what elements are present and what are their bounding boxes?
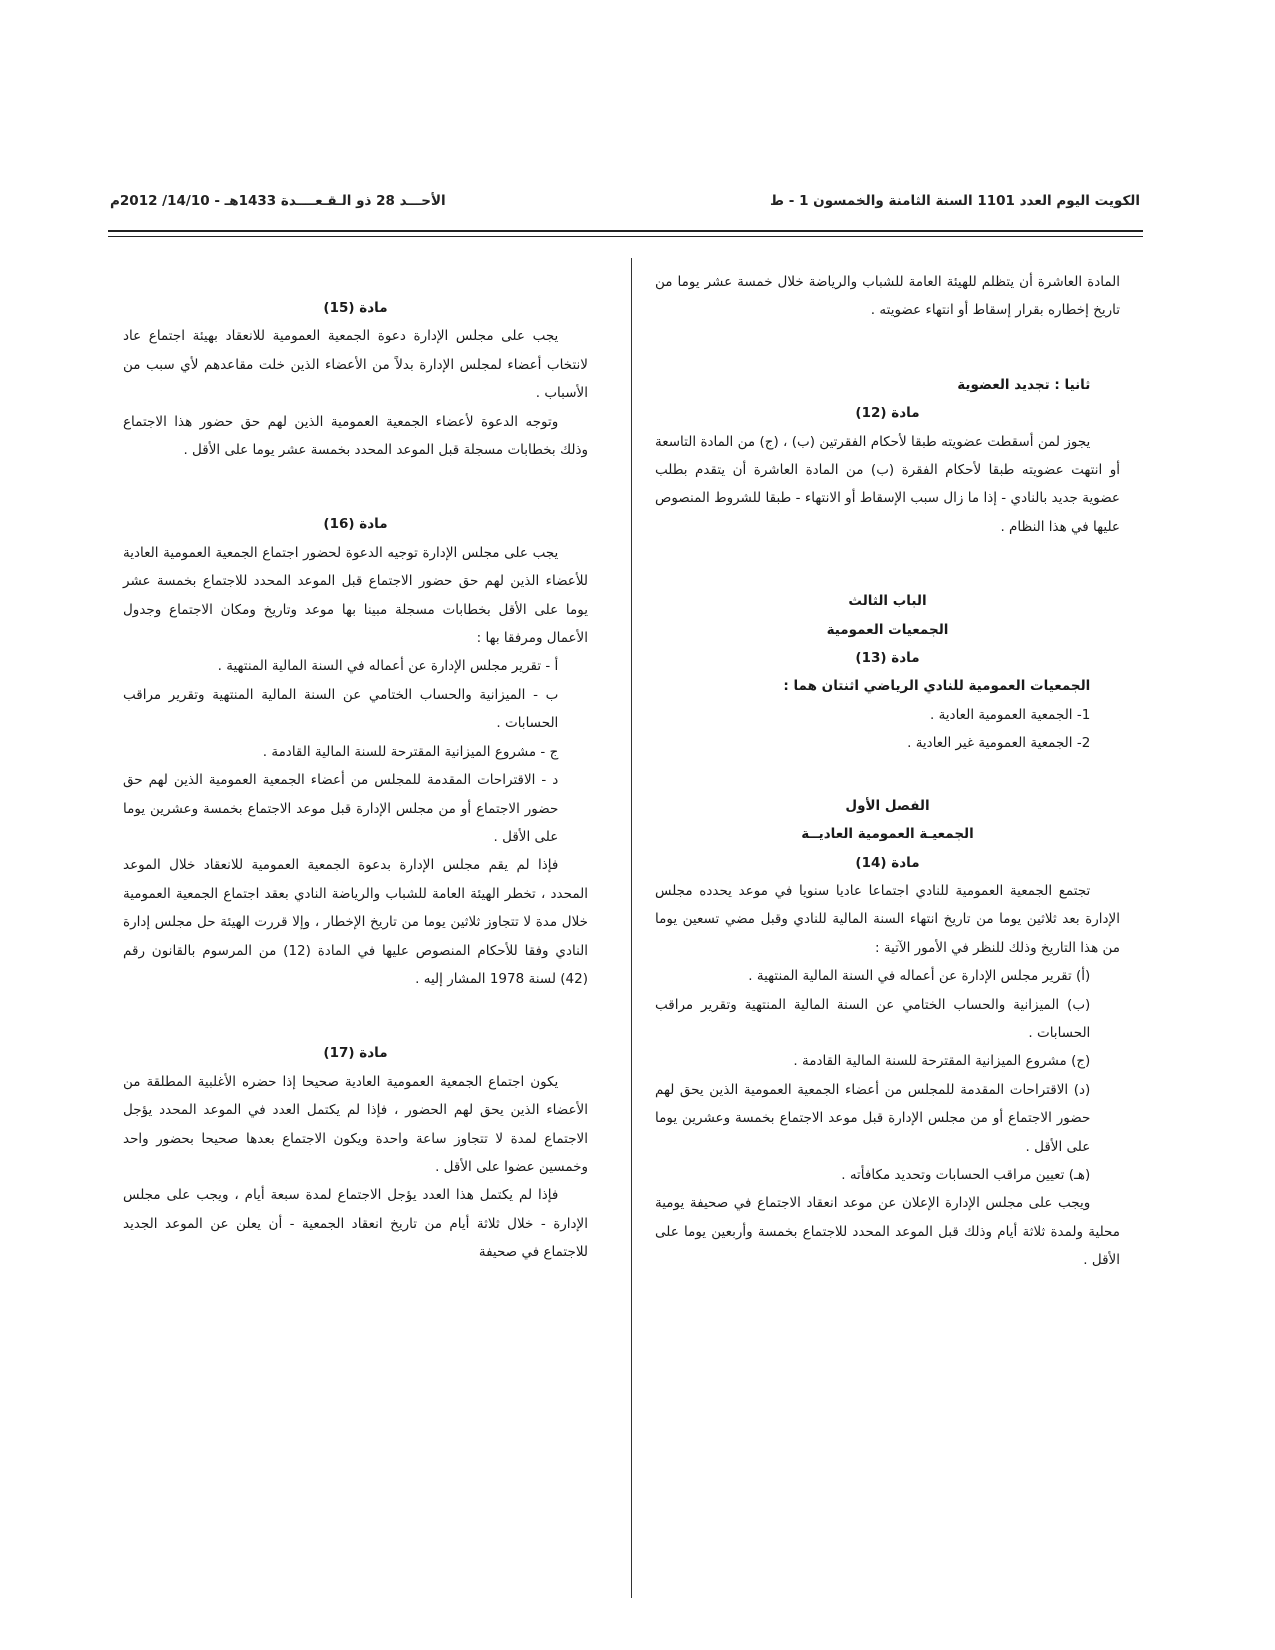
header-rule-thin bbox=[108, 236, 1143, 237]
article-11-continuation: المادة العاشرة أن يتظلم للهيئة العامة للشباب والرياضة خلال خمسة عشر يوما من تاريخ إخطاره بقرار إسقاط أو انتهاء عضويته . bbox=[655, 274, 1120, 319]
article-13-list bbox=[655, 701, 1120, 758]
article-13-title: مادة (13) bbox=[855, 650, 920, 667]
list-item: (هـ) تعيين مراقب الحسابات وتحديد مكافأته . bbox=[841, 1166, 1091, 1183]
column-divider bbox=[631, 258, 632, 1598]
article-16-text: يجب على مجلس الإدارة توجيه الدعوة لحضور اجتماع الجمعية العمومية العادية للأعضاء الذين لهم حق حضور الاجتماع قبل الموعد المحدد للاجتماع بخمسة عشر يوما على الأقل بخطابات مسجلة مبينا بها موعد وتاريخ ومكان الاجتماع وجدول الأعمال ومرفقا بها : bbox=[123, 544, 588, 647]
article-15-title: مادة (15) bbox=[323, 300, 388, 316]
list-item: (ج) مشروع الميزانية المقترحة للسنة المالية القادمة . bbox=[793, 1053, 1091, 1070]
article-12-title: مادة (12) bbox=[855, 405, 920, 422]
list-item: 1- الجمعية العمومية العادية . bbox=[929, 706, 1091, 723]
part-title: الجمعيـة العمومية العاديــة bbox=[801, 826, 974, 843]
right-column bbox=[655, 268, 1120, 1275]
article-17-title: مادة (17) bbox=[323, 1045, 388, 1062]
list-item: ب - الميزانية والحساب الختامي عن السنة المالية المنتهية وتقرير مراقب الحسابات . bbox=[123, 686, 559, 732]
article-17-paragraph-1: يكون اجتماع الجمعية العمومية العادية صحيحا إذا حضره الأغلبية المطلقة من الأعضاء الذين يحق لهم الحضور ، فإذا لم يكتمل العدد في الموعد المحدد يؤجل الاجتماع لمدة لا تتجاوز ساعة واحدة ويكون الاجتماع بعدها صحيحا بحضور واحد وخمسين عضوا على الأقل . bbox=[123, 1073, 588, 1175]
list-item: (ب) الميزانية والحساب الختامي عن السنة المالية المنتهية وتقرير مراقب الحسابات . bbox=[655, 996, 1091, 1041]
article-16-closing: فإذا لم يقم مجلس الإدارة بدعوة الجمعية العمومية للانعقاد خلال الموعد المحدد ، تخطر الهيئة العامة للشباب والرياضة النادي بعقد اجتماع الجمعية العمومية خلال مدة لا تتجاوز ثلاثين يوما من تاريخ الإخطار ، وإلا قررت الهيئة حل مجلس إدارة النادي وفقا للأحكام المنصوص عليها في المادة (12) من المرسوم بالقانون رقم (42) لسنة 1978 المشار إليه . bbox=[123, 857, 589, 987]
article-14-list bbox=[655, 962, 1120, 1189]
list-item: أ - تقرير مجلس الإدارة عن أعماله في السنة المالية المنتهية . bbox=[217, 658, 559, 675]
article-16-title: مادة (16) bbox=[323, 516, 388, 533]
list-item: (أ) تقرير مجلس الإدارة عن أعماله في السنة المالية المنتهية . bbox=[748, 968, 1091, 985]
chapter-title: الجمعيات العمومية bbox=[826, 621, 949, 638]
section-renewal-title: ثانيا : تجديد العضوية bbox=[957, 376, 1091, 393]
article-15-paragraph-2: وتوجه الدعوة لأعضاء الجمعية العمومية الذين لهم حق حضور هذا الاجتماع وذلك بخطابات مسجلة قبل الموعد المحدد بخمسة عشر يوما على الأقل . bbox=[123, 413, 588, 459]
header-rule-thick bbox=[108, 230, 1143, 232]
header-date: الأحـــد 28 ذو الـقـعــــدة 1433هـ - 14/10/ 2012م bbox=[110, 193, 446, 209]
list-item: د - الاقتراحات المقدمة للمجلس من أعضاء الجمعية العمومية الذين لهم حق حضور الاجتماع أو من مجلس الإدارة قبل موعد الاجتماع بخمسة وعشرين يوما على الأقل . bbox=[123, 772, 559, 845]
part-heading: الفصل الأول bbox=[845, 797, 930, 814]
header-issue-info: الكويت اليوم العدد 1101 السنة الثامنة والخمسون 1 - ط bbox=[770, 193, 1140, 209]
article-14-title: مادة (14) bbox=[855, 854, 920, 871]
chapter-heading: الباب الثالث bbox=[848, 593, 927, 610]
article-17-paragraph-2: فإذا لم يكتمل هذا العدد يؤجل الاجتماع لمدة سبعة أيام ، ويجب على مجلس الإدارة - خلال ثلاثة أيام من تاريخ انعقاد الجمعية - أن يعلن عن الموعد الجديد للاجتماع في صحيفة bbox=[123, 1187, 588, 1261]
list-item: 2- الجمعية العمومية غير العادية . bbox=[907, 735, 1091, 752]
article-14-text: تجتمع الجمعية العمومية للنادي اجتماعا عاديا سنويا في موعد يحدده مجلس الإدارة بعد ثلاثين يوما من تاريخ انتهاء السنة المالية للنادي وقبل مضي تسعين يوما من هذا التاريخ وذلك للنظر في الأمور الآتية : bbox=[655, 882, 1120, 956]
article-12-text: يجوز لمن أسقطت عضويته طبقا لأحكام الفقرتين (ب) ، (ج) من المادة التاسعة أو انتهت عضويته طبقا لأحكام الفقرة (ب) من المادة العاشرة أن يتقدم بطلب عضوية جديد بالنادي - إذا ما زال سبب الإسقاط أو الانتهاء - طبقا للشروط المنصوص عليها في هذا النظام . bbox=[655, 433, 1120, 535]
article-15-paragraph-1: يجب على مجلس الإدارة دعوة الجمعية العمومية للانعقاد بهيئة اجتماع عاد لانتخاب أعضاء لمجلس الإدارة بدلاً من الأعضاء الذين خلت مقاعدهم لأي سبب من الأسباب . bbox=[123, 328, 588, 402]
page-header bbox=[110, 186, 1140, 216]
list-item: ج - مشروع الميزانية المقترحة للسنة المالية القادمة . bbox=[262, 743, 559, 760]
left-column bbox=[123, 268, 588, 1267]
article-16-list bbox=[123, 652, 588, 851]
list-item: (د) الاقتراحات المقدمة للمجلس من أعضاء الجمعية العمومية الذين يحق لهم حضور الاجتماع أو من مجلس الإدارة قبل موعد الاجتماع بخمسة وعشرين يوما على الأقل . bbox=[655, 1081, 1091, 1155]
article-13-lead: الجمعيات العمومية للنادي الرياضي اثنتان هما : bbox=[783, 678, 1091, 695]
article-14-closing: ويجب على مجلس الإدارة الإعلان عن موعد انعقاد الاجتماع في صحيفة يومية محلية ولمدة ثلاثة أيام وذلك قبل الموعد المحدد للاجتماع بخمسة وأربعين يوما على الأقل . bbox=[655, 1195, 1120, 1269]
